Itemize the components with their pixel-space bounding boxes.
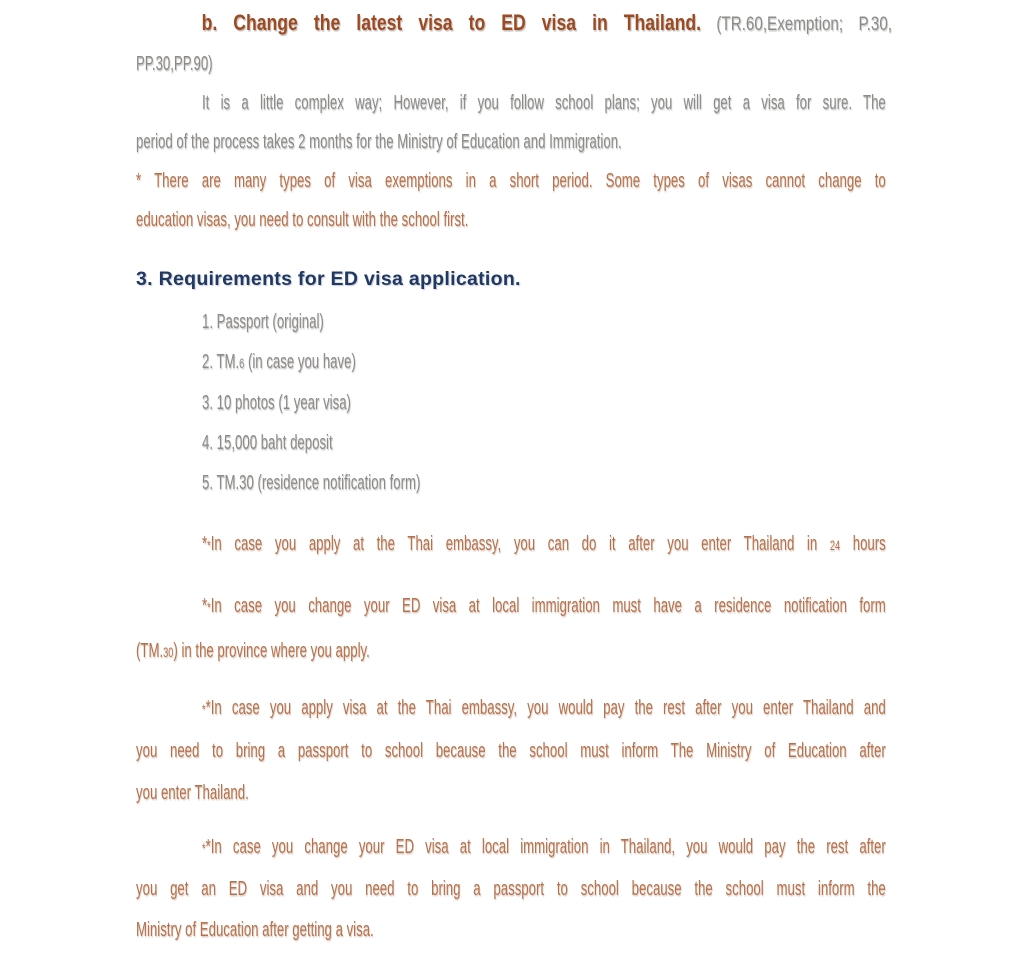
note-2-line-2 bbox=[136, 629, 886, 674]
note-local-immigration-tm30 bbox=[136, 584, 886, 674]
requirement-item-4: 4. 15,000 baht deposit bbox=[202, 432, 333, 454]
requirement-item-2-number: 6 bbox=[239, 355, 245, 371]
note-2-line-2-post: ) in the province where you apply. bbox=[173, 640, 370, 662]
note-1-tail: hours bbox=[840, 533, 886, 555]
note-1-number: 24 bbox=[829, 537, 841, 553]
note-3-text: In case you apply visa at the Thai embassy, you would pay the rest after you enter Thailand and bbox=[210, 697, 886, 719]
requirements-heading: 3. Requirements for ED visa application. bbox=[136, 268, 521, 290]
note-4-text: In case you change your ED visa at local immigration in Thailand, you would pay the rest after bbox=[210, 836, 886, 858]
requirement-item-2-pre: 2. TM. bbox=[202, 351, 240, 373]
note-1-text: In case you apply at the Thai embassy, you can do it after you enter Thailand in bbox=[210, 533, 830, 555]
asterisk-small: * bbox=[202, 701, 206, 717]
requirement-item-1: 1. Passport (original) bbox=[202, 311, 324, 333]
note-4-line-1 bbox=[136, 827, 886, 869]
intro-line-1: It is a little complex way; However, if you follow school plans; you will get a visa for sure. The bbox=[202, 92, 886, 114]
note-3-line-1 bbox=[136, 687, 886, 730]
asterisk-small: * bbox=[207, 537, 211, 553]
note-3-line-2: you need to bring a passport to school because the school must inform The Ministry of Education after bbox=[136, 740, 886, 762]
requirements-list bbox=[136, 302, 886, 503]
note-embassy-24-hours bbox=[136, 524, 886, 565]
requirement-item-3: 3. 10 photos (1 year visa) bbox=[202, 392, 351, 414]
requirement-item-5: 5. TM.30 (residence notification form) bbox=[202, 472, 421, 494]
intro-group bbox=[136, 45, 886, 240]
asterisk: * bbox=[205, 697, 211, 719]
heading-b-reference-continuation: PP.30,PP.90) bbox=[136, 53, 213, 75]
asterisk-small: * bbox=[202, 840, 206, 856]
heading-b-title: b. Change the latest visa to ED visa in Thailand. bbox=[201, 10, 701, 35]
note-2-line-2-pre: (TM. bbox=[136, 640, 164, 662]
note-2-line-1 bbox=[136, 584, 886, 629]
requirement-item-2 bbox=[136, 342, 886, 383]
note-4-line-2: you get an ED visa and you need to bring a passport to school because the school must inform the bbox=[136, 878, 886, 900]
exemption-note-line-2: education visas, you need to consult with the school first. bbox=[136, 209, 469, 231]
note-2-line-2-number: 30 bbox=[163, 644, 174, 660]
exemption-note-line-1: * There are many types of visa exemptions in a short period. Some types of visas cannot change to bbox=[136, 170, 886, 192]
requirements-heading-group bbox=[136, 264, 521, 294]
note-4-line-3: Ministry of Education after getting a visa. bbox=[136, 919, 374, 941]
heading-b-reference: (TR.60,Exemption; P.30, bbox=[701, 14, 892, 35]
note-apply-embassy-pay-rest bbox=[136, 687, 886, 814]
section-heading-b-group bbox=[136, 6, 892, 43]
note-1-line bbox=[136, 524, 886, 565]
note-change-visa-pay-rest bbox=[136, 827, 886, 951]
note-2-text: In case you change your ED visa at local immigration must have a residence notification form bbox=[210, 595, 886, 617]
intro-line-2: period of the process takes 2 months for the Ministry of Education and Immigration. bbox=[136, 131, 622, 153]
asterisk: * bbox=[202, 533, 208, 555]
asterisk-small: * bbox=[207, 599, 211, 615]
asterisk: * bbox=[202, 595, 208, 617]
asterisk: * bbox=[205, 836, 211, 858]
requirement-item-2-post: (in case you have) bbox=[244, 351, 356, 373]
heading-b-line bbox=[136, 6, 892, 43]
note-3-line-3: you enter Thailand. bbox=[136, 782, 249, 804]
